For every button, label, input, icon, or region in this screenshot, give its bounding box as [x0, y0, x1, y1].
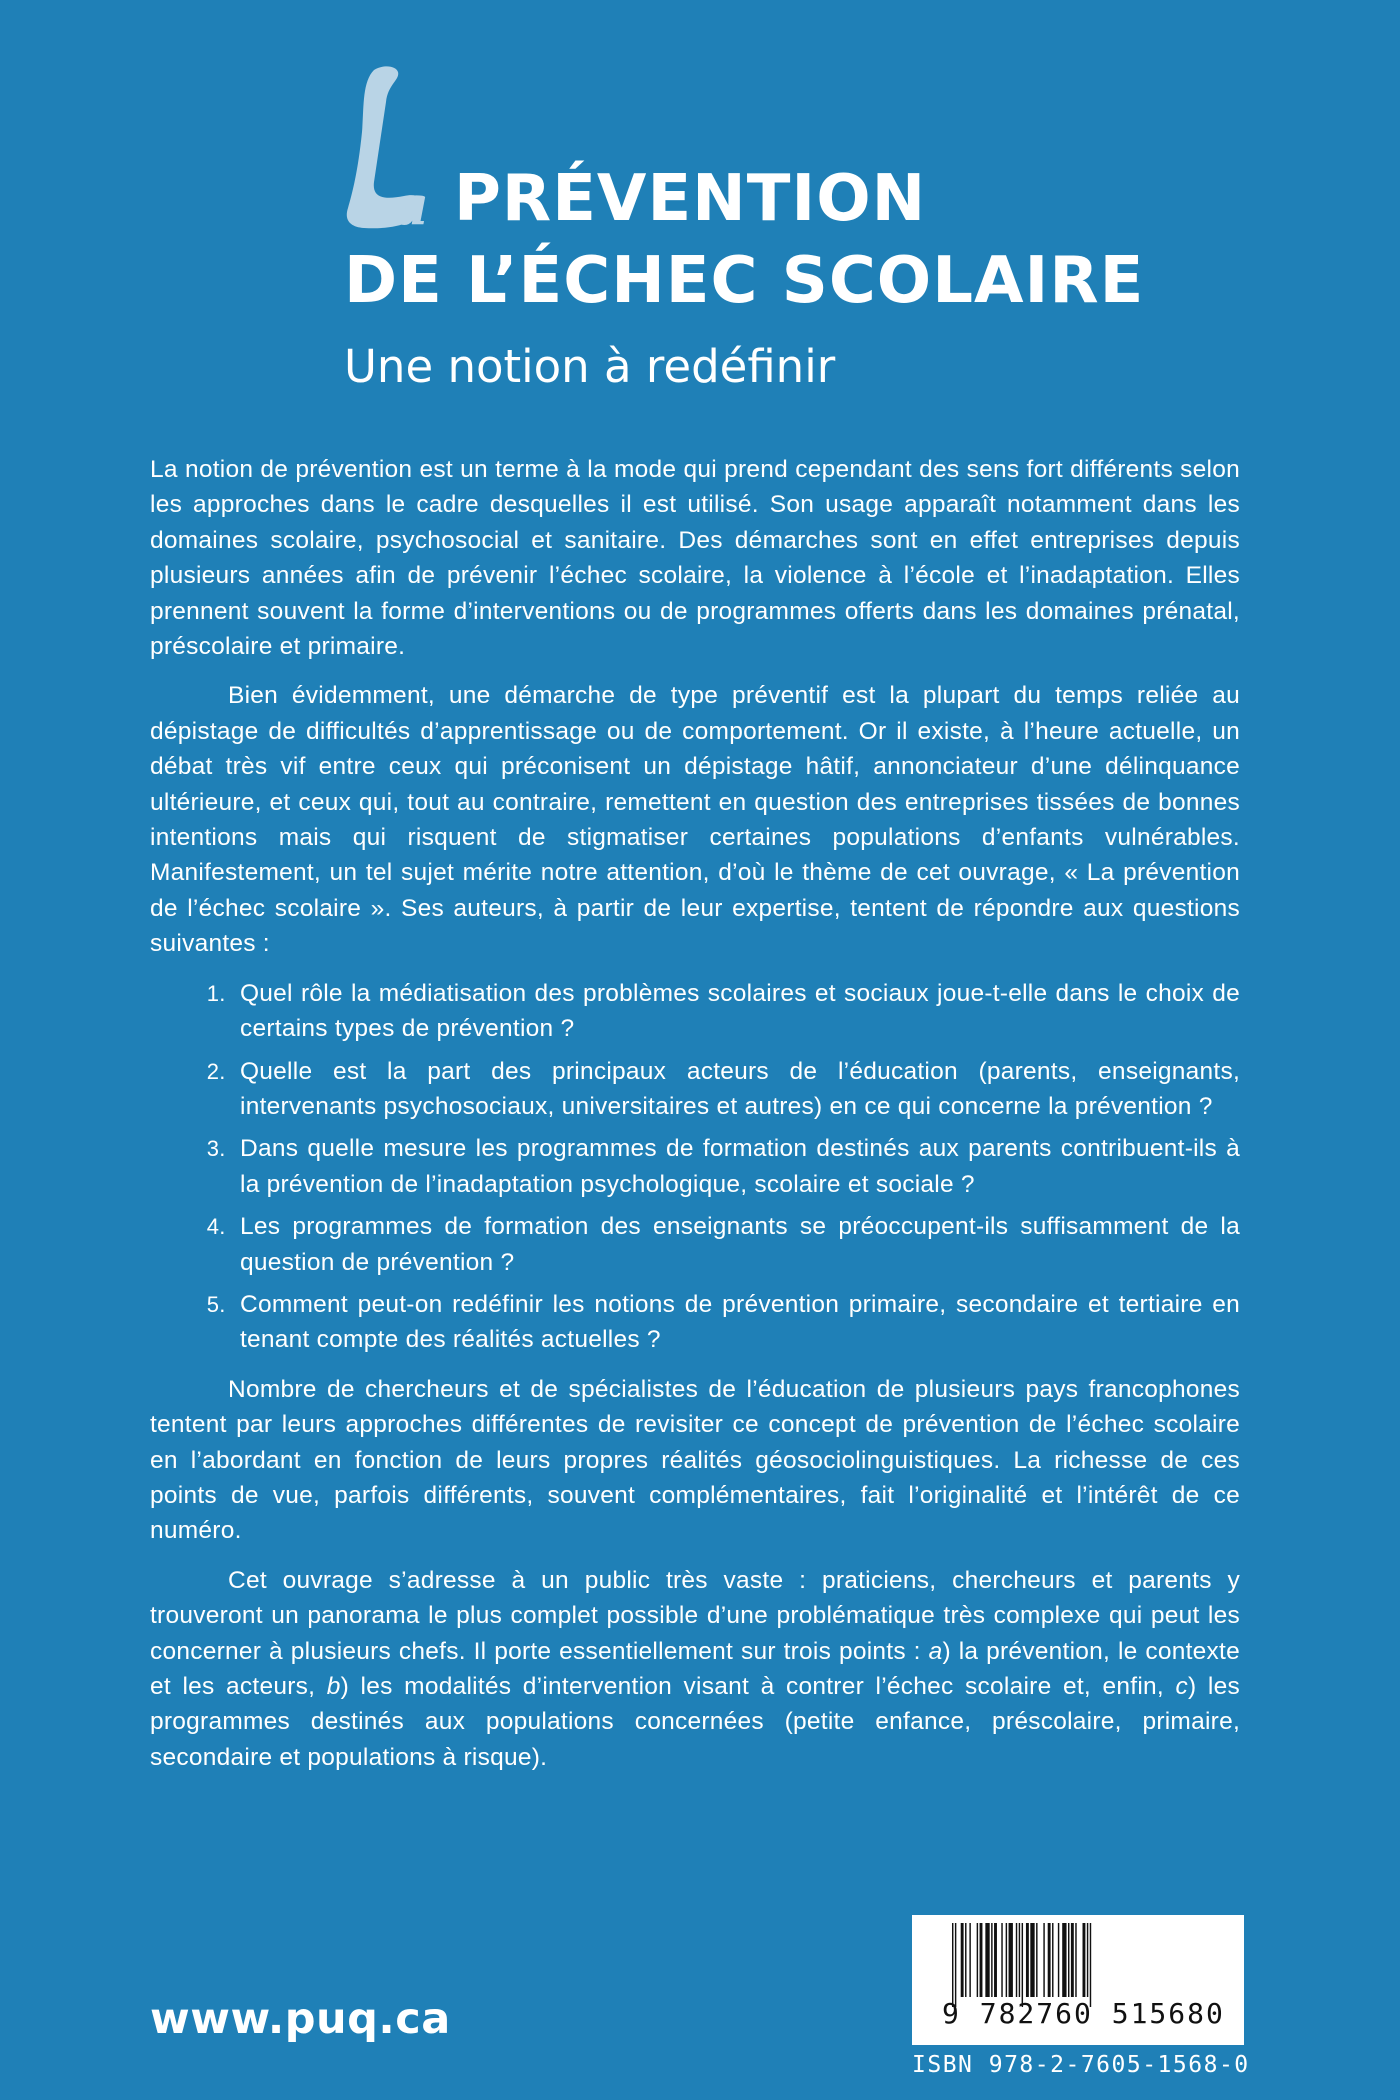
- barcode-bar: [977, 1923, 978, 1997]
- paragraph-4-part-2: ) la prévention, le contexte et les acteurs,: [150, 1637, 1240, 1700]
- la-logo: [344, 62, 444, 232]
- barcode: [912, 1915, 1244, 2045]
- barcode-bar: [980, 1923, 983, 1997]
- barcode-bars: [952, 1923, 1212, 2007]
- paragraph-4-part-3: ) les modalités d’intervention visant à contrer l’échec scolaire et, enfin,: [340, 1673, 1176, 1700]
- title-line-1: PRÉVENTION: [454, 162, 927, 236]
- marker-a: a: [928, 1637, 943, 1665]
- list-item: 1. Quel rôle la médiatisation des problèmes scolaires et sociaux joue-t-elle dans le choix de certains types de prévention ?: [232, 976, 1240, 1047]
- barcode-digits: 9 782760 515680: [942, 1997, 1225, 2030]
- barcode-bar: [1068, 1923, 1069, 1997]
- paragraph-2: Bien évidemment, une démarche de type préventif est la plupart du temps reliée au dépistage de difficultés d’apprentissage ou de comportement. Or il existe, à l’heure actuelle, un débat très vif entre ceux qui préconisent un dépistage hâtif, annonciateur d’une délinquance ultérieure, et ceux qui, tout au contraire, remettent en question des entreprises tissées de bonnes intentions mais qui risquent de stigmatiser certaines populations d’enfants vulnérables. Manifestement, un tel sujet mérite notre attention, d’où le thème de cet ouvrage, « La prévention de l’échec scolaire ». Ses auteurs, à partir de leur expertise, tentent de répondre aux questions suivantes :: [150, 682, 1240, 958]
- marker-b: b: [326, 1673, 341, 1700]
- list-item: 4. Les programmes de formation des enseignants se préoccupent-ils suffisamment de la question de prévention ?: [232, 1209, 1240, 1280]
- list-item: 5. Comment peut-on redéfinir les notions de prévention primaire, secondaire et tertiaire en tenant compte des réalités actuelles ?: [232, 1287, 1240, 1358]
- subtitle: Une notion à redéfinir: [344, 340, 836, 393]
- barcode-bar: [1087, 1923, 1088, 1997]
- paragraph-4-part-4: ) les programmes destinés aux populations concernées (petite enfance, préscolaire, primaire, secondaire et populations à risque).: [150, 1673, 1240, 1771]
- barcode-bar: [1058, 1923, 1059, 1997]
- paragraph-4: [150, 1563, 1240, 1775]
- barcode-bar: [1036, 1923, 1037, 1997]
- barcode-bar: [1062, 1923, 1066, 1997]
- barcode-bar: [1019, 1923, 1020, 1997]
- barcode-bar: [1071, 1923, 1074, 1997]
- barcode-bar: [1022, 1923, 1023, 2007]
- barcode-bar: [955, 1923, 956, 2007]
- marker-c: c: [1175, 1673, 1188, 1700]
- barcode-bar: [1075, 1923, 1076, 1997]
- barcode-bar: [961, 1923, 964, 1997]
- list-item: 2. Quelle est la part des principaux acteurs de l’éducation (parents, enseignants, intervenants psychosociaux, universitaires et autres) en ce qui concerne la prévention ?: [232, 1054, 1240, 1125]
- paragraph-1: La notion de prévention est un terme à la mode qui prend cependant des sens fort différents selon les approches dans le cadre desquelles il est utilisé. Son usage apparaît notamment dans les domaines scolaire, psychosocial et sanitaire. Des démarches sont en effet entreprises depuis plusieurs années afin de prévenir l’échec scolaire, la violence à l’école et l’inadaptation. Elles prennent souvent la forme d’interventions ou de programmes offerts dans les domaines prénatal, préscolaire et primaire.: [150, 456, 1240, 661]
- barcode-bar: [1083, 1923, 1086, 1997]
- barcode-bar: [1001, 1923, 1002, 1997]
- barcode-bar: [1090, 1923, 1091, 2007]
- barcode-bar: [952, 1923, 953, 2007]
- title-line-2: DE L’ÉCHEC SCOLAIRE: [344, 244, 1145, 318]
- website-link[interactable]: www.puq.ca: [150, 1994, 451, 2044]
- isbn-number: ISBN 978-2-7605-1568-0: [912, 2052, 1250, 2078]
- barcode-bar: [1006, 1923, 1007, 1997]
- la-logo-a: a: [394, 173, 429, 232]
- back-cover-text: [150, 452, 1240, 1789]
- paragraph-3: Nombre de chercheurs et de spécialistes de l’éducation de plusieurs pays francophones tentent par leurs approches différentes de revisiter ce concept de prévention de l’échec scolaire en l’abordant en fonction de leurs propres réalités géosociolinguistiques. La richesse de ces points de vue, parfois différents, souvent complémentaires, fait l’originalité et l’intérêt de ce numéro.: [150, 1375, 1240, 1545]
- barcode-bar: [1016, 1923, 1017, 1997]
- barcode-bar: [991, 1923, 992, 1997]
- barcode-bar: [969, 1923, 970, 1997]
- paragraph-4-part-1: Cet ouvrage s’adresse à un public très vaste : praticiens, chercheurs et parents y trouveront un panorama le plus complet possible d’une problématique très complexe qui peut les concerner à plusieurs chefs. Il porte essentiellement sur trois points :: [150, 1566, 1240, 1665]
- barcode-bar: [965, 1923, 966, 1997]
- barcode-bar: [1030, 1923, 1034, 1997]
- barcode-bar: [1048, 1923, 1051, 1997]
- barcode-bar: [1026, 1923, 1029, 1997]
- barcode-bar: [1009, 1923, 1013, 1997]
- barcode-bar: [985, 1923, 989, 1997]
- list-item: 3. Dans quelle mesure les programmes de formation destinés aux parents contribuent-ils à la prévention de l’inadaptation psychologique, scolaire et sociale ?: [232, 1131, 1240, 1202]
- questions-list: [150, 976, 1240, 1358]
- barcode-bar: [994, 1923, 997, 1997]
- barcode-bar: [1043, 1923, 1044, 1997]
- barcode-bar: [1052, 1923, 1053, 1997]
